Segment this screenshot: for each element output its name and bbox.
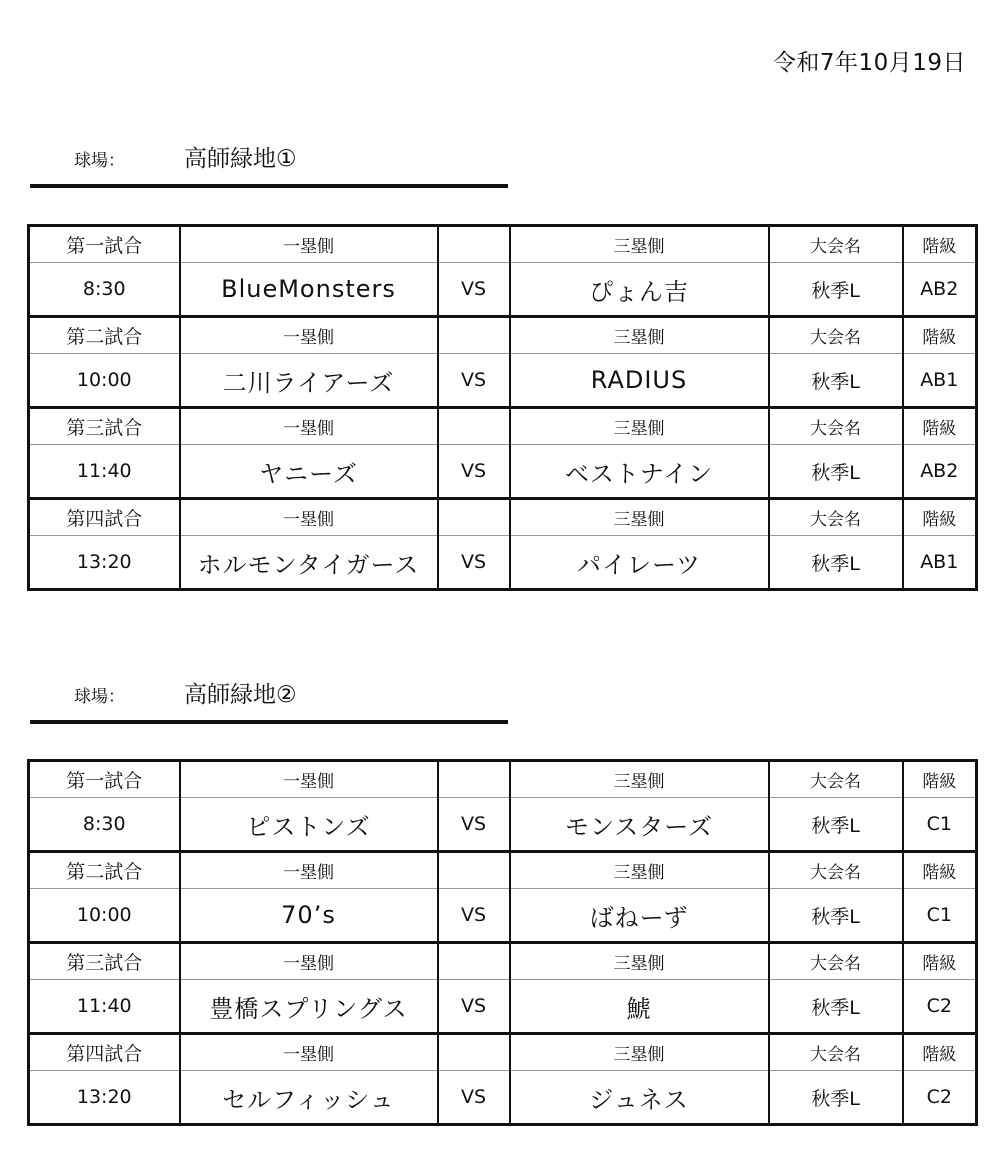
game-label: 第一試合 [29, 226, 180, 263]
third-base-team: モンスターズ [510, 798, 769, 852]
first-base-team: BlueMonsters [180, 263, 438, 317]
first-base-team: 二川ライアーズ [180, 354, 438, 408]
game-label: 第三試合 [29, 408, 180, 445]
grade-header: 階級 [903, 408, 977, 445]
game-data-row [29, 980, 977, 1034]
vs-label: VS [438, 354, 510, 408]
game-label: 第三試合 [29, 943, 180, 980]
grade-value: AB2 [903, 263, 977, 317]
first-base-team: ピストンズ [180, 798, 438, 852]
third-base-header: 三塁側 [510, 1034, 769, 1071]
third-base-team: ベストナイン [510, 445, 769, 499]
game-data-row [29, 889, 977, 943]
first-base-header: 一塁側 [180, 408, 438, 445]
meet-header: 大会名 [769, 499, 903, 536]
third-base-header: 三塁側 [510, 499, 769, 536]
game-time: 13:20 [29, 536, 180, 590]
grade-value: C2 [903, 980, 977, 1034]
grade-value: AB2 [903, 445, 977, 499]
vs-label: VS [438, 1071, 510, 1125]
third-base-team: 鯱 [510, 980, 769, 1034]
vs-header-blank [438, 499, 510, 536]
grade-value: C1 [903, 798, 977, 852]
grade-header: 階級 [903, 852, 977, 889]
game-data-row [29, 536, 977, 590]
first-base-header: 一塁側 [180, 499, 438, 536]
schedule-table-2 [27, 759, 978, 1126]
third-base-team: ぴょん吉 [510, 263, 769, 317]
document-date: 令和7年10月19日 [772, 50, 966, 76]
third-base-header: 三塁側 [510, 226, 769, 263]
grade-value: C1 [903, 889, 977, 943]
grade-value: AB1 [903, 536, 977, 590]
game-label: 第四試合 [29, 499, 180, 536]
vs-label: VS [438, 798, 510, 852]
game-header-row [29, 852, 977, 889]
first-base-team: ホルモンタイガース [180, 536, 438, 590]
first-base-header: 一塁側 [180, 943, 438, 980]
first-base-team: 豊橋スプリングス [180, 980, 438, 1034]
grade-header: 階級 [903, 499, 977, 536]
meet-name: 秋季L [769, 536, 903, 590]
meet-header: 大会名 [769, 408, 903, 445]
vs-label: VS [438, 445, 510, 499]
game-label: 第二試合 [29, 317, 180, 354]
first-base-header: 一塁側 [180, 226, 438, 263]
third-base-team: RADIUS [510, 354, 769, 408]
meet-name: 秋季L [769, 980, 903, 1034]
vs-header-blank [438, 226, 510, 263]
third-base-header: 三塁側 [510, 852, 769, 889]
meet-header: 大会名 [769, 317, 903, 354]
meet-header: 大会名 [769, 852, 903, 889]
meet-name: 秋季L [769, 354, 903, 408]
game-header-row [29, 226, 977, 263]
meet-header: 大会名 [769, 226, 903, 263]
grade-header: 階級 [903, 1034, 977, 1071]
third-base-team: パイレーツ [510, 536, 769, 590]
first-base-team: ヤニーズ [180, 445, 438, 499]
third-base-team: ジュネス [510, 1071, 769, 1125]
venue-name: 高師緑地① [184, 146, 297, 172]
vs-label: VS [438, 263, 510, 317]
meet-header: 大会名 [769, 761, 903, 798]
vs-header-blank [438, 852, 510, 889]
game-time: 11:40 [29, 980, 180, 1034]
meet-header: 大会名 [769, 1034, 903, 1071]
venue-header-1 [30, 128, 508, 188]
first-base-header: 一塁側 [180, 761, 438, 798]
meet-header: 大会名 [769, 943, 903, 980]
game-time: 8:30 [29, 263, 180, 317]
first-base-team: 70’s [180, 889, 438, 943]
grade-value: C2 [903, 1071, 977, 1125]
game-header-row [29, 499, 977, 536]
game-header-row [29, 317, 977, 354]
venue-underline [30, 720, 508, 724]
game-header-row [29, 408, 977, 445]
vs-header-blank [438, 317, 510, 354]
game-header-row [29, 1034, 977, 1071]
vs-header-blank [438, 1034, 510, 1071]
grade-header: 階級 [903, 943, 977, 980]
game-data-row [29, 798, 977, 852]
venue-underline [30, 184, 508, 188]
vs-label: VS [438, 889, 510, 943]
game-time: 13:20 [29, 1071, 180, 1125]
game-header-row [29, 761, 977, 798]
third-base-header: 三塁側 [510, 317, 769, 354]
meet-name: 秋季L [769, 1071, 903, 1125]
schedule-table-1 [27, 224, 978, 591]
game-data-row [29, 354, 977, 408]
vs-header-blank [438, 761, 510, 798]
first-base-header: 一塁側 [180, 852, 438, 889]
game-time: 10:00 [29, 889, 180, 943]
venue-label: 球場： [74, 687, 125, 707]
meet-name: 秋季L [769, 263, 903, 317]
game-label: 第二試合 [29, 852, 180, 889]
game-label: 第一試合 [29, 761, 180, 798]
first-base-team: セルフィッシュ [180, 1071, 438, 1125]
vs-header-blank [438, 408, 510, 445]
first-base-header: 一塁側 [180, 317, 438, 354]
first-base-header: 一塁側 [180, 1034, 438, 1071]
third-base-header: 三塁側 [510, 408, 769, 445]
game-data-row [29, 263, 977, 317]
venue-label: 球場： [74, 151, 125, 171]
vs-label: VS [438, 536, 510, 590]
vs-header-blank [438, 943, 510, 980]
grade-header: 階級 [903, 226, 977, 263]
game-data-row [29, 1071, 977, 1125]
meet-name: 秋季L [769, 798, 903, 852]
venue-name: 高師緑地② [184, 682, 297, 708]
vs-label: VS [438, 980, 510, 1034]
grade-value: AB1 [903, 354, 977, 408]
meet-name: 秋季L [769, 445, 903, 499]
game-time: 11:40 [29, 445, 180, 499]
meet-name: 秋季L [769, 889, 903, 943]
game-header-row [29, 943, 977, 980]
grade-header: 階級 [903, 317, 977, 354]
third-base-header: 三塁側 [510, 943, 769, 980]
game-label: 第四試合 [29, 1034, 180, 1071]
venue-header-2 [30, 664, 508, 724]
game-time: 10:00 [29, 354, 180, 408]
third-base-header: 三塁側 [510, 761, 769, 798]
grade-header: 階級 [903, 761, 977, 798]
third-base-team: ばねーず [510, 889, 769, 943]
game-time: 8:30 [29, 798, 180, 852]
game-data-row [29, 445, 977, 499]
